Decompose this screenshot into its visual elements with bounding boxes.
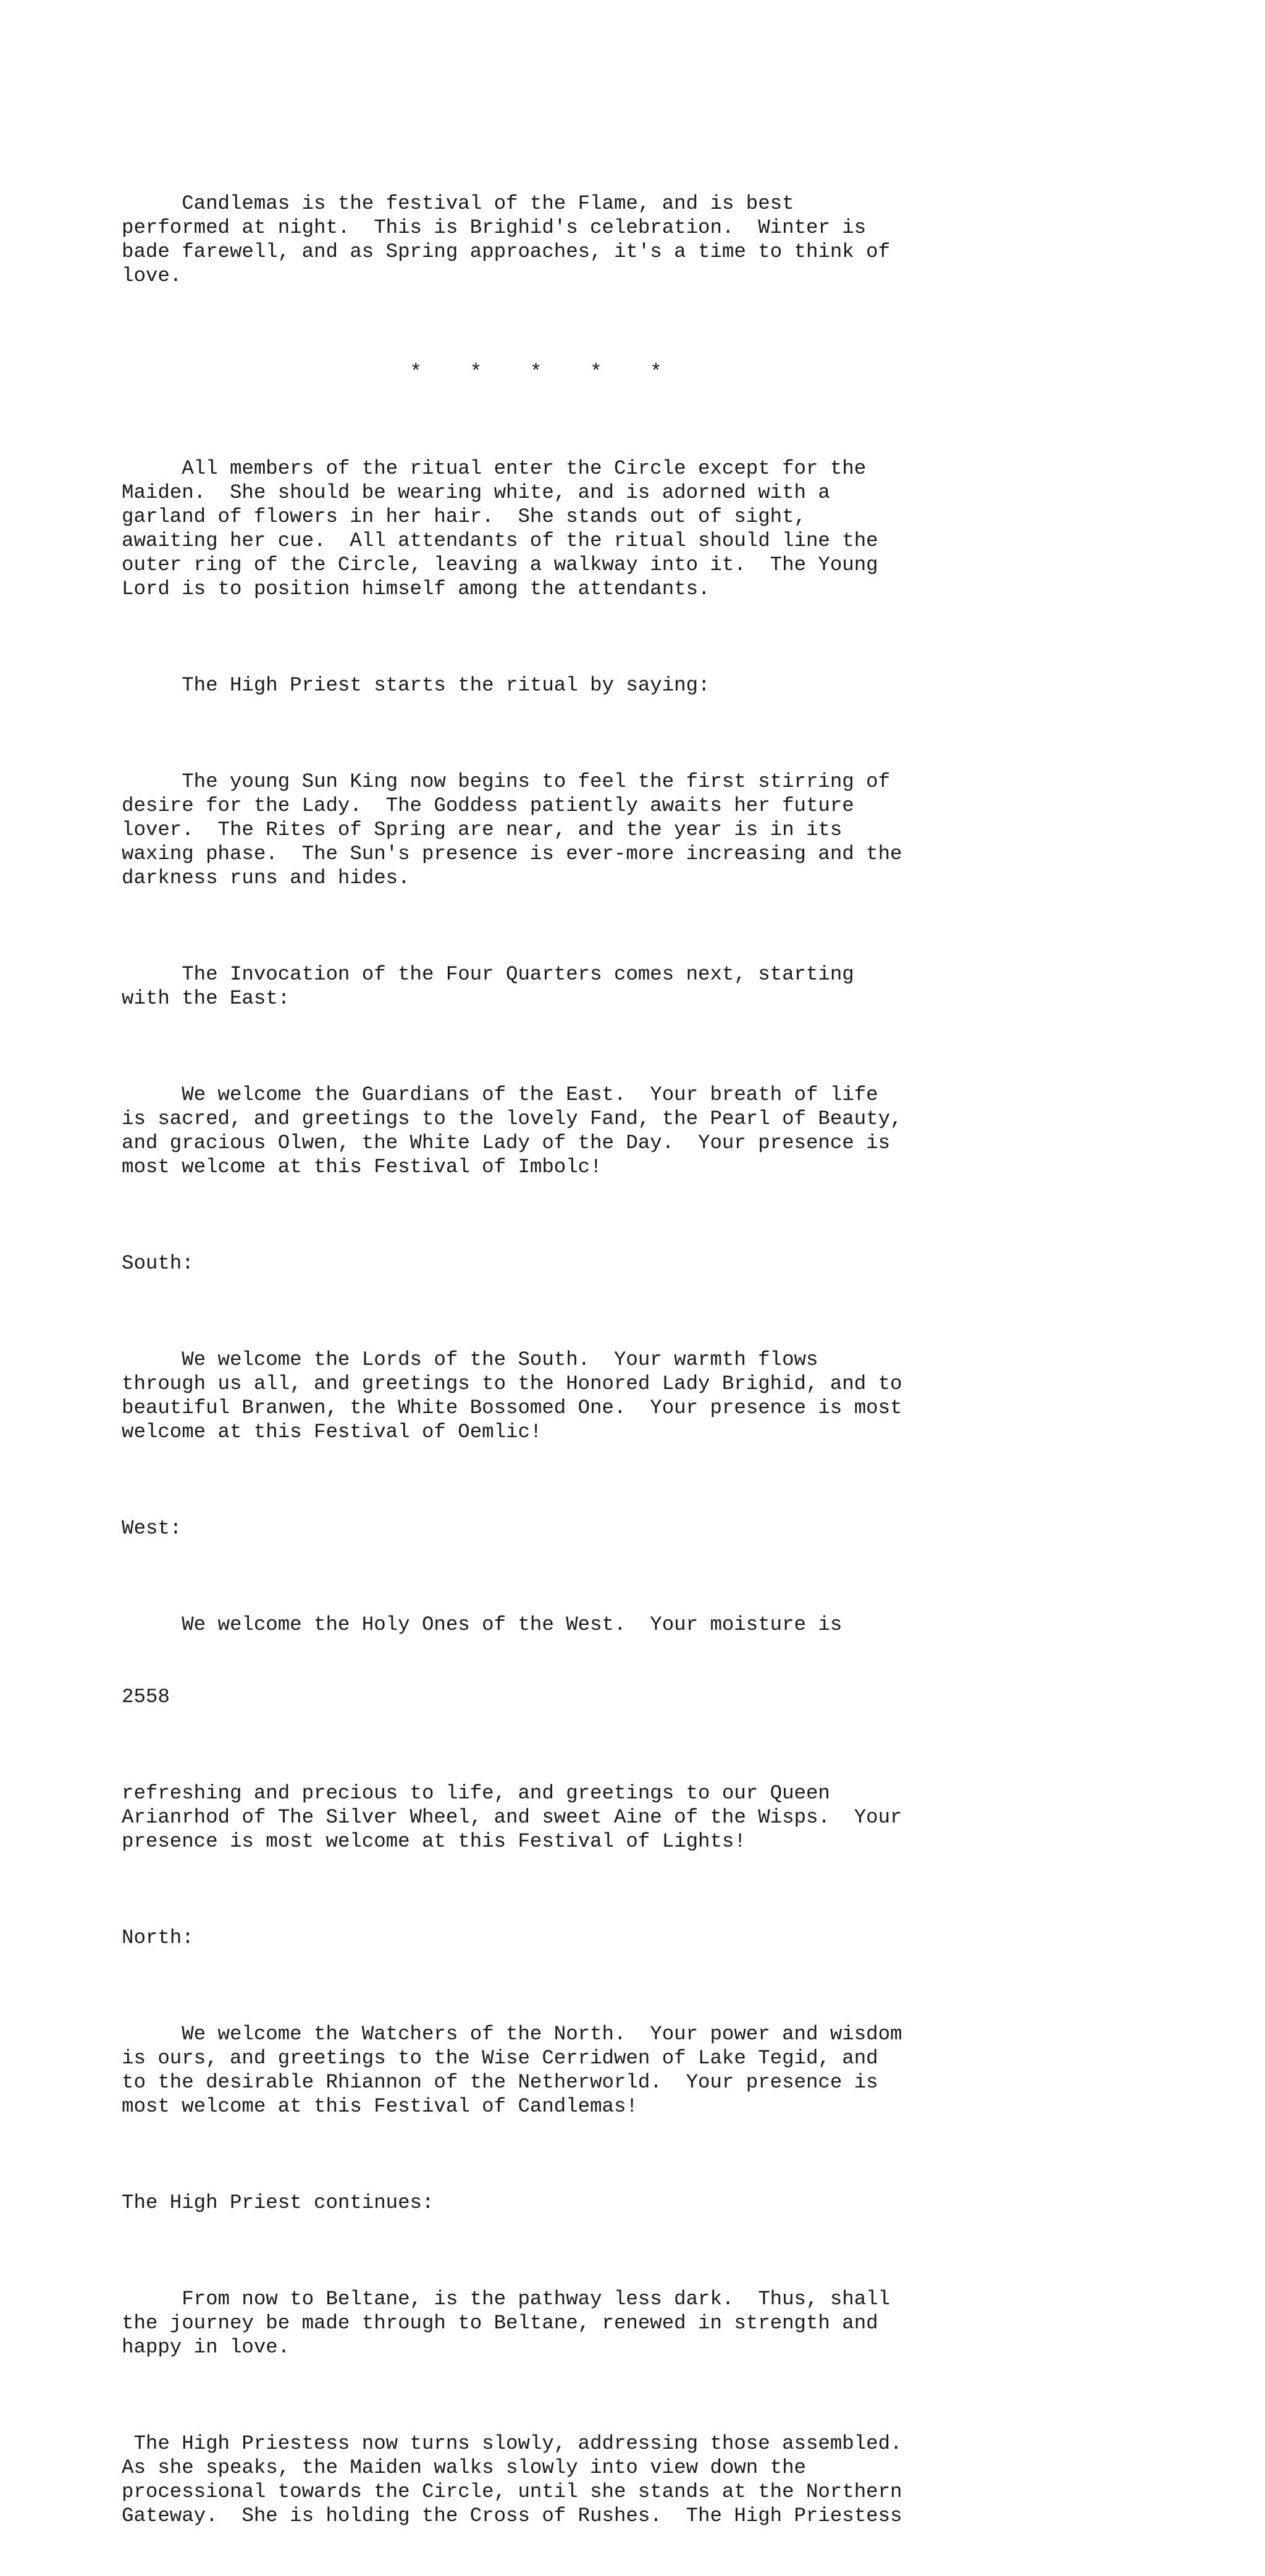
paragraph-high-priest-starts: The High Priest starts the ritual by saying: [122,674,710,697]
paragraph-high-priest-continues: The High Priest continues: [122,2191,434,2214]
paragraph-invocation-intro: The Invocation of the Four Quarters comes next, starting with the East: [122,963,854,1010]
paragraph-east-invocation: We welcome the Guardians of the East. Your breath of life is sacred, and greetings to the lovely Fand, the Pearl of Beauty, and gracious Olwen, the White Lady of the Day. Your presence is most welcome at this Festival of Imbolc! [122,1083,902,1178]
heading-west: West: [122,1517,182,1540]
paragraph-ritual-setup: All members of the ritual enter the Circle except for the Maiden. She should be wearing white, and is adorned with a garland of flowers in her hair. She stands out of sight, awaiting her cue. All attendants of the ritual should line the outer ring of the Circle, leaving a walkway into it. The Young Lord is to position himself among the attendants. [122,457,878,600]
page-number: 2558 [122,1685,170,1708]
document-page [122,143,1172,2576]
heading-south: South: [122,1252,194,1275]
paragraph-west-invocation-start: We welcome the Holy Ones of the West. Your moisture is [122,1613,843,1636]
paragraph-beltane: From now to Beltane, is the pathway less dark. Thus, shall the journey be made through to Beltane, renewed in strength and happy in love. [122,2288,891,2359]
paragraph-north-invocation: We welcome the Watchers of the North. Your power and wisdom is ours, and greetings to the Wise Cerridwen of Lake Tegid, and to the desirable Rhiannon of the Netherworld. Your presence is most welcome at this Festival of Candlemas! [122,2023,902,2118]
paragraph-intro: Candlemas is the festival of the Flame, and is best performed at night. This is Brighid's celebration. Winter is bade farewell, and as Spring approaches, it's a time to think of love. [122,192,891,287]
paragraph-high-priestess-turns: The High Priestess now turns slowly, addressing those assembled. As she speaks, the Maiden walks slowly into view down the processional towards the Circle, until she stands at the Northern Gateway. She is holding the Cross of Rushes. The High Priestess [122,2432,902,2527]
paragraph-west-invocation-continued: refreshing and precious to life, and greetings to our Queen Arianrhod of The Silver Wheel, and sweet Aine of the Wisps. Your presence is most welcome at this Festival of Lights! [122,1782,902,1853]
heading-north: North: [122,1926,194,1949]
paragraph-sun-king: The young Sun King now begins to feel the first stirring of desire for the Lady. The Goddess patiently awaits her future lover. The Rites of Spring are near, and the year is in its waxing phase. The Sun's presence is ever-more increasing and the darkness runs and hides. [122,770,902,889]
section-divider-asterisks: * * * * * [122,361,662,384]
paragraph-south-invocation: We welcome the Lords of the South. Your warmth flows through us all, and greetings to the Honored Lady Brighid, and to beautiful Branwen, the White Bossomed One. Your presence is most welcome at this Festival of Oemlic! [122,1348,902,1443]
